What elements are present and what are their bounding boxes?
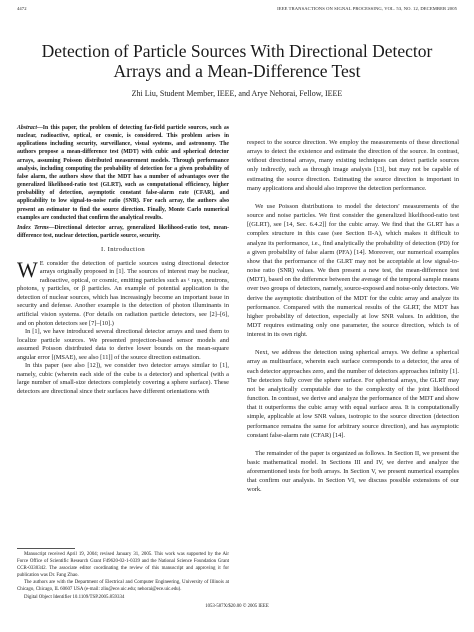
intro-paragraph-1-text: E consider the detection of particle sources using directional detector arrays originally proposed in [1]. The sources of interest may be nuclear, radioactive, optical, or cosmic, emitting particles such as ˣ rays, neutrons, photons, γ particles, or β particles. An example of potential application is the detection of nuclear sources, which has increasingly become an important issue in security and defense. Another example is the detection of photon illuminants in artificial vision systems. (For details on radiation particle detectors, see [2]–[6], and on photon detectors see [7]–[10].) — [17, 259, 229, 327]
left-column — [17, 124, 229, 396]
right-paragraph-2: We use Poisson distributions to model the detectors' measurements of the source and noise particles. We first consider the generalized likelihood-ratio test [(GLRT), see [14, Sec. 6.4.2]] for the cubic array. We find that the GLRT has a complex structure in this case (see Section II-A), which makes it difficult to analyze its performance, i.e., find analytically the probability of detection (PD) for a given probability of false alarm (PFA) [14]. Moreover, our numerical examples show that the performance of the GLRT may not be acceptable at low signal-to-noise ratio (SNR) values. We then present a new test, the mean-difference test (MDT), based on the difference between the average of the temporal sample means over two groups of detectors, namely, source-exposed and noise-only detectors. We derive the asymptotic distribution of the MDT for the cubic array and analyze its performance. Compared with the numerical results of the GLRT, the MDT has higher probability of detection, especially at low SNR values. In addition, the MDT requires estimating only one parameter, the source direction, which is of interest in its own right. — [247, 202, 459, 339]
abstract-text: —In this paper, the problem of detecting far-field particle sources, such as nuclear, radioactive, optical, or cosmic, is considered. This problem arises in applications including security, surveillance, visual systems, and astronomy. The authors propose a mean-difference test (MDT) with cubic and spherical detector arrays, assuming Poisson distributed measurement models. Through performance analysis, including computing the probability of detection for a given probability of false alarm, the authors show that the MDT has a number of advantages over the generalized likelihood-ratio test (GLRT), such as computational efficiency, higher probability of detection, asymptotic constant false-alarm rate (CFAR), and applicability to low signal-to-noise ratio (SNR). For each array, the authors also present an estimator to find the source direction. Finally, Monte Carlo numerical examples are conducted that confirm the analytical results. — [17, 125, 229, 221]
drop-cap: W — [17, 256, 38, 282]
right-paragraph-1: respect to the source direction. We employ the measurements of these directional arrays to detect the existence and estimate the direction of the source. In contrast, without directional arrays, many existing techniques can detect particle sources only indirectly, such as through image analysis [13], but may not be capable of estimating the source direction. Estimating the source direction is important in many applications and should also improve the detection performance. — [247, 139, 459, 192]
journal-name: IEEE TRANSACTIONS ON SIGNAL PROCESSING, VOL. 53, NO. 12, DECEMBER 2005 — [277, 6, 457, 11]
intro-paragraph-3: In this paper (see also [12]), we consider two detector arrays similar to [1], namely, cubic (wherein each side of the cube is a detector) and spherical (with a large number of small-size detectors completely covering a sphere surface). These detectors are directional since their surfaces have different orientations with — [17, 362, 229, 395]
abstract — [17, 124, 229, 222]
copyright-footer: 1053-587X/$20.00 © 2005 IEEE — [205, 604, 269, 609]
index-terms-lead: Index Terms — [17, 224, 49, 231]
intro-paragraph-1 — [17, 256, 229, 328]
abstract-lead: Abstract — [17, 125, 37, 131]
page-number: 4472 — [17, 6, 27, 11]
footnote-manuscript: Manuscript received April 19, 2004; revised January 31, 2005. This work was supported by the Air Force Office of Scientific Research Grant F49620-02-1-0339 and the National Science Foundation Grant CCR-0330342. The associate editor coordinating the review of this manuscript and approving it for publication was Dr. Fang Zhao. — [17, 552, 229, 579]
paper-title: Detection of Particle Sources With Directional Detector Arrays and a Mean-Difference Test — [41, 41, 433, 81]
footnotes — [17, 551, 229, 601]
intro-paragraph-2: In [1], we have introduced several directional detector arrays and used them to localize particle sources. We presented projection-based sensor models and assumed Poisson distributed data to derive lower bounds on the mean-square angular error [(MSAE), see also [11]] of the source direction estimation. — [17, 328, 229, 361]
footnote-authors: The authors are with the Department of Electrical and Computer Engineering, University of Illinois at Chicago, Chicago, IL 60607 USA (e-mail: zliu@ece.uic.edu; nehorai@ece.uic.edu). — [17, 580, 229, 593]
right-paragraph-4: The remainder of the paper is organized as follows. In Section II, we present the basic mathematical model. In Sections III and IV, we derive and analyze the aforementioned tests for both arrays. In Section V, we present numerical examples that confirm our analysis. In Section VI, we discuss possible extensions of our work. — [247, 449, 459, 494]
section-heading: I. Introduction — [100, 246, 146, 254]
author-line: Zhi Liu, Student Member, IEEE, and Arye Nehorai, Fellow, IEEE — [131, 89, 343, 98]
footnote-rule — [17, 548, 75, 549]
footnote-doi: Digital Object Identifier 10.1109/TSP.2005.859334 — [24, 594, 125, 600]
index-terms-text: —Directional detector array, generalized likelihood-ratio test, mean-difference test, nuclear detection, particle source, security. — [17, 224, 230, 240]
right-column — [247, 138, 459, 495]
index-terms — [17, 224, 229, 240]
running-header — [17, 6, 457, 16]
right-paragraph-3: Next, we address the detection using spherical arrays. We define a spherical array as multisurface, wherein each surface corresponds to a detector, the area of each detector approaches zero, and the number of detectors approaches infinity [1]. The detectors fully cover the sphere surface. For spherical arrays, the GLRT may not be analytically computable due to the complexity of the joint likelihood function. In contrast, we derive and analyze the performance of the MDT and show that it outperforms the cubic array with equal surface area. It is computationally simple, applicable at low SNR values, isotropic to the source direction (detection performance remains the same for arbitrary source direction), and has asymptotic constant false-alarm rate (CFAR) [14]. — [247, 349, 459, 439]
